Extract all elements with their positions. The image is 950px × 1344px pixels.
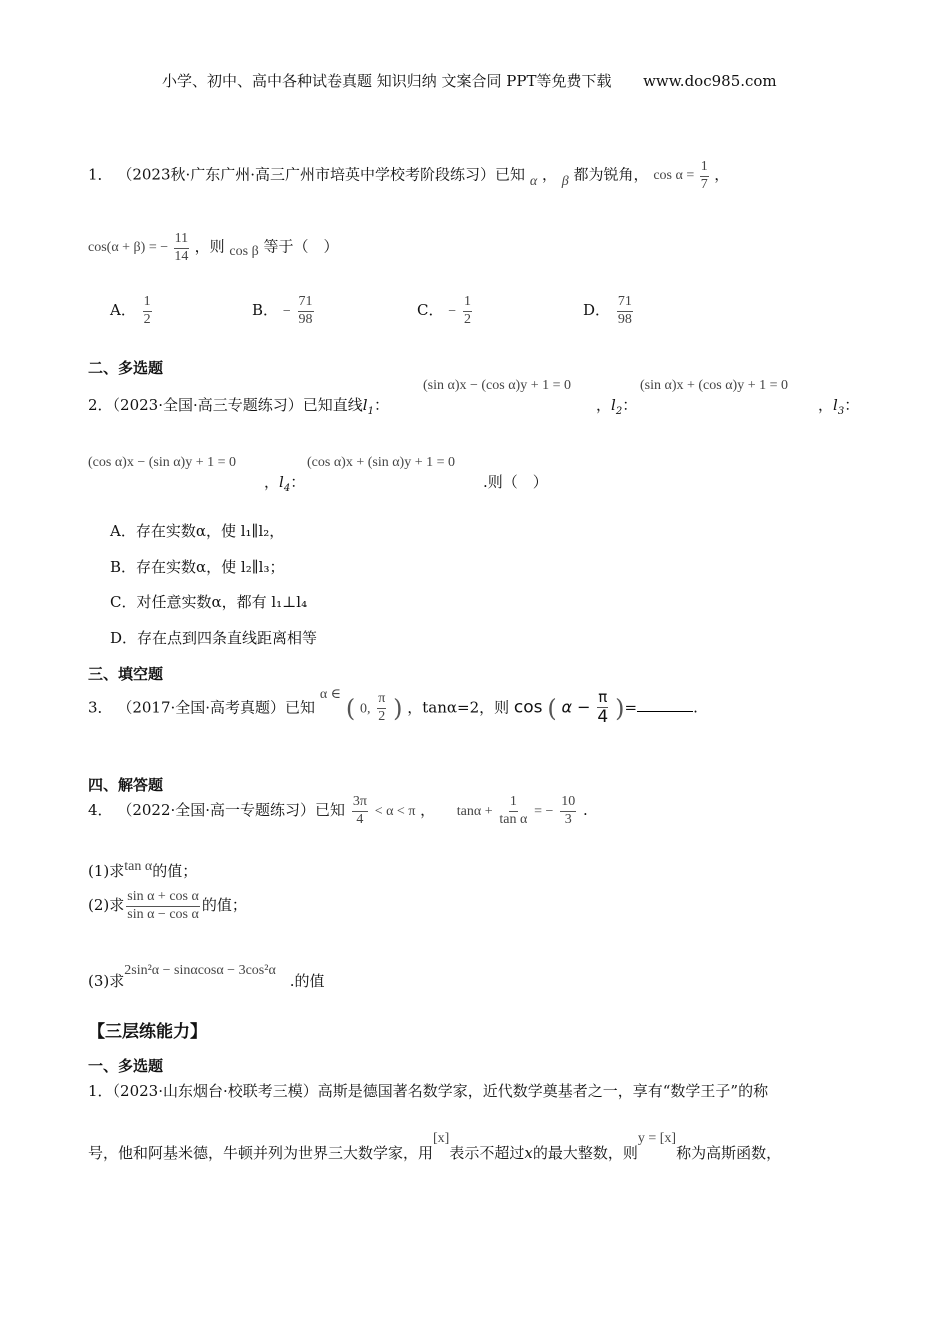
- section-fill-blank: 三、填空题: [88, 665, 164, 683]
- q2-option-c[interactable]: C．对任意实数α，都有 l₁⊥l₄: [110, 593, 308, 611]
- q3-interval-den: 2: [378, 708, 386, 724]
- q4-part1-label: (1)求: [88, 862, 125, 880]
- q3-interval-num: π: [377, 692, 386, 709]
- option-label: B．: [252, 301, 279, 320]
- section-multi-choice: 二、多选题: [88, 359, 164, 377]
- q4-tan-frac-num: 1: [509, 795, 518, 812]
- q1-tail-comma: ，: [714, 165, 730, 184]
- option-den: 98: [298, 311, 313, 327]
- q2-l3-colon: ：: [844, 396, 860, 414]
- option-sign: −: [448, 304, 457, 320]
- q1-then: ，则: [194, 237, 225, 256]
- q4-number: 4．: [88, 801, 113, 820]
- q4-tan-val-num: 10: [560, 795, 576, 812]
- q2-source: （2023·全国·高三专题练习）已知直线: [112, 396, 363, 414]
- section-answer: 四、解答题: [88, 776, 164, 794]
- q4-tan-lhs: tanα +: [456, 804, 493, 820]
- q4-comma: ，: [420, 801, 436, 820]
- q3-period: .: [693, 698, 698, 717]
- q1-option-c[interactable]: [417, 295, 474, 327]
- option-label: A．: [110, 301, 136, 320]
- q2-number-source: [88, 394, 389, 417]
- option-num: 1: [143, 295, 152, 312]
- option-sign: −: [282, 304, 291, 320]
- q3-number: 3．: [88, 698, 113, 717]
- q2-l4: l: [279, 473, 284, 491]
- q2-eq3: (cos α)x − (sin α)y + 1 = 0: [88, 455, 237, 470]
- option-den: 2: [143, 311, 151, 327]
- q2-line2: [88, 455, 788, 495]
- section-multi-choice-2: 一、多选题: [88, 1057, 164, 1075]
- q1-equals: 等于（ ）: [263, 237, 339, 256]
- q4-part2-num: sin α + cos α: [126, 890, 200, 907]
- option-num: 71: [617, 295, 633, 312]
- q4-source: （2022·全国·高一专题练习）已知: [117, 801, 346, 820]
- q1-cos-beta: cos β: [229, 244, 259, 260]
- q1-cos-sum-den: 14: [174, 248, 189, 264]
- q4-part3-label: (3)求: [88, 972, 125, 990]
- q2-number: 2．: [88, 396, 113, 414]
- q1-source: （2023秋·广东广州·高三广州市培英中学校考阶段练习）已知: [117, 165, 526, 184]
- q2-eq1: (sin α)x − (cos α)y + 1 = 0: [423, 378, 572, 393]
- q4-line: [88, 795, 588, 827]
- q1-cos-alpha: [653, 159, 714, 192]
- q2-l3-sub: 3: [837, 406, 845, 417]
- q1-alpha: α: [529, 174, 538, 190]
- q2-l3: l: [833, 396, 838, 414]
- q1-option-a[interactable]: [110, 295, 154, 327]
- q2-l1-colon: ：: [373, 396, 389, 414]
- q4-range-num: 3π: [352, 795, 368, 812]
- q2-l2-group: [596, 394, 637, 417]
- option-den: 98: [617, 311, 632, 327]
- q1-cos-alpha-lhs: cos α =: [653, 168, 695, 184]
- q1-cos-alpha-den: 7: [700, 176, 708, 192]
- q4-part3-expr: 2sin²α − sinαcosα − 3cos²α: [124, 963, 276, 978]
- option-den: 2: [463, 311, 471, 327]
- q5-bracket-x: [x]: [433, 1131, 450, 1146]
- q4-part2-label: (2)求: [88, 896, 125, 915]
- q2-sep3: ，: [264, 473, 280, 491]
- option-num: 1: [463, 295, 472, 312]
- q3-tan-given: ，tanα=2，则: [407, 698, 510, 717]
- q1-comma: ，: [541, 165, 557, 184]
- q1-line1: [88, 160, 729, 192]
- q5-line2: [88, 1131, 782, 1163]
- q2-option-b[interactable]: B．存在实数α，使 l₂∥l₃；: [110, 558, 285, 576]
- q4-part1-tail: 的值；: [152, 862, 198, 880]
- header-url: www.doc985.com: [643, 72, 777, 90]
- q3-pi-den: 4: [597, 706, 609, 727]
- q1-cos-sum-lhs: cos(α + β) = −: [88, 240, 169, 256]
- q2-l4-group: [264, 471, 305, 494]
- option-label: D．: [583, 301, 611, 320]
- q2-l1-sub: 1: [367, 406, 374, 417]
- q2-line1: [88, 378, 948, 418]
- q5-text2a: 号，他和阿基米德，牛顿并列为世界三大数学家，用: [88, 1144, 434, 1162]
- q4-part1: [88, 860, 197, 881]
- q1-number: 1．: [88, 165, 113, 184]
- q1-option-d[interactable]: [583, 295, 635, 327]
- q1-cos-sum-num: 11: [174, 232, 189, 249]
- q2-l2-sub: 2: [615, 406, 623, 417]
- page-header: [162, 70, 777, 91]
- q5-gauss: y = [x]: [637, 1131, 677, 1146]
- q5-text2c: 的最大整数，则: [532, 1144, 638, 1162]
- q1-cos-alpha-num: 1: [700, 160, 709, 177]
- q3-line: 3． （2017·全国·高考真题）已知 α ∈ ( 0, $\frac{\pi}{2}$ ) ，tanα=2，则 cos ( α − $\frac{\pi}{4}$ )= .: [88, 687, 698, 727]
- q1-cos-sum: [88, 231, 195, 264]
- q4-tan-val-den: 3: [564, 811, 572, 827]
- q5-number: 1．: [88, 1082, 113, 1100]
- q4-part3: [88, 963, 325, 991]
- q3-pi-num: π: [598, 688, 608, 706]
- q1-beta: β: [561, 174, 569, 190]
- q5-text1: （2023·山东烟台·校联考三模）高斯是德国著名数学家，近代数学奠基者之一，享有“数学王子”的称: [112, 1082, 769, 1100]
- q4-part1-expr: tan α: [124, 859, 153, 874]
- header-text: 小学、初中、高中各种试卷真题 知识归纳 文案合同 PPT等免费下载: [162, 72, 612, 90]
- q2-l4-colon: ：: [290, 473, 306, 491]
- q3-equals: =: [624, 698, 638, 717]
- q3-cos: cos: [513, 697, 543, 718]
- q3-answer-blank[interactable]: [637, 697, 693, 712]
- q5-line1: [88, 1080, 768, 1101]
- q2-sep1: ，: [596, 396, 612, 414]
- option-num: 71: [298, 295, 314, 312]
- option-label: C．: [417, 301, 444, 320]
- q3-alpha-in: α ∈: [319, 687, 342, 703]
- q2-l1: l: [362, 396, 368, 414]
- q5-text2b: 表示不超过: [449, 1144, 525, 1162]
- q4-range-rest: < α < π: [374, 804, 416, 820]
- q4-tan-frac-den: tan α: [499, 811, 528, 827]
- q4-part2-den: sin α − cos α: [127, 906, 199, 922]
- q2-eq4: (cos α)x + (sin α)y + 1 = 0: [307, 455, 456, 470]
- q2-sep2: ，: [818, 396, 834, 414]
- q5-text2d: 称为高斯函数，: [676, 1144, 782, 1162]
- q4-period: .: [582, 801, 588, 820]
- q2-l2: l: [611, 396, 616, 414]
- q4-part2: [88, 890, 247, 922]
- q3-cos-arg: α −: [561, 697, 591, 717]
- q2-option-d[interactable]: D．存在点到四条直线距离相等: [110, 629, 318, 647]
- q1-option-b[interactable]: [252, 295, 316, 327]
- section-level3: 【三层练能力】: [88, 1022, 207, 1042]
- q2-option-a[interactable]: A．存在实数α，使 l₁∥l₂，: [110, 522, 285, 540]
- q2-eq2: (sin α)x + (cos α)y + 1 = 0: [640, 378, 789, 393]
- q1-line2: [88, 232, 339, 264]
- q3-source: （2017·全国·高考真题）已知: [117, 698, 316, 717]
- q4-part3-tail: .的值: [289, 972, 325, 990]
- q2-then: .则（ ）: [483, 473, 548, 491]
- q4-range-den: 4: [356, 811, 364, 827]
- q3-interval-left: 0,: [359, 701, 371, 717]
- q1-acute: 都为锐角，: [573, 165, 649, 184]
- q2-l2-colon: ：: [622, 396, 638, 414]
- q4-tan-rhs: = −: [534, 804, 554, 820]
- q2-l4-sub: 4: [283, 483, 291, 494]
- q2-l3-group: [818, 394, 859, 417]
- q4-part2-tail: 的值；: [201, 896, 247, 915]
- q5-x: x: [524, 1144, 533, 1162]
